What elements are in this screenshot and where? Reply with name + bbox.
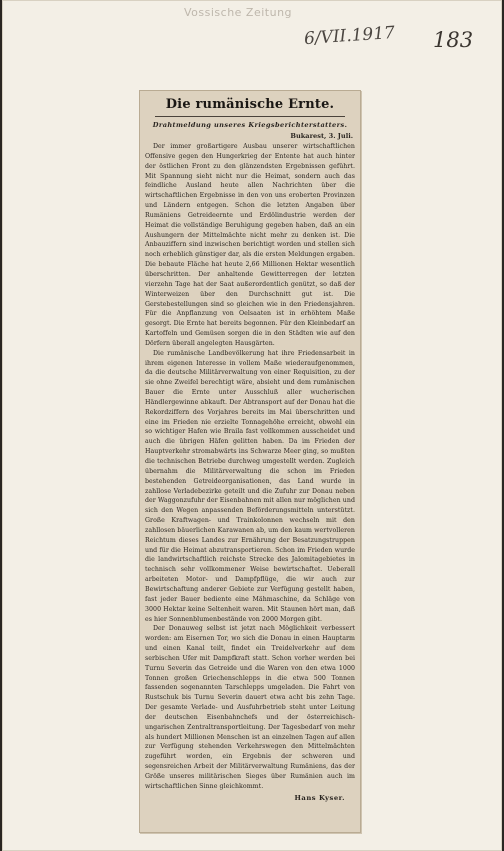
newspaper-source-stamp: Vossische Zeitung — [184, 6, 293, 19]
article-dateline: Bukarest, 3. Juli. — [290, 132, 353, 140]
article-paragraph: Die rumänische Landbevölkerung hat ihre Friedensarbeit in ihrem eigenen Interesse in vollem Maße wiederaufgenommen, da die deutsche Militärverwaltung von einer Requisition, zu der sie ohne Zweifel berechtigt wäre, absieht und dem rumänischen Bauer die Ernte unter Ausschluß aller wucherischen Händlergewinne abkauft. Der Abtransport auf der Donau hat die Rekordziffern des Vorjahres bereits im Mai überschritten und eine im Frieden nie erzielte Tonnagehöhe erreicht, obwohl ein so wichtiger Hafen wie Braila fast vollkommen ausscheidet und auch die übrigen Häfen gelitten haben. Da im Frieden der Hauptverkehr stromabwärts ins Schwarze Meer ging, so mußten die technischen Betriebe durchweg umgestellt werden. Zugleich übernahm die Militärverwaltung die schon im Frieden bestehenden Getreideorganisationen, das Land wurde in zahllose Verladebezirke geteilt und die Zufuhr zur Donau neben der Waggonzufuhr der Eisenbahnen mit allen nur möglichen und sich den Wegen anpassenden Beförderungsmitteln unterstützt. Große Kraftwagen- und Trainkolonnen wechseln mit den zahllosen bäuerlichen Karawanen ab, um den kaum wertvolleren Reichtum dieses Landes zur Ernährung der Besatzungstruppen und für die Heimat abzutransportieren. Schon im Frieden wurde die landwirtschaftlich reichste Strecke des Jalomitagebietes in technisch sehr vollkommener Weise bewirtschaftet. Ueberall arbeiteten Motor- und Dampfpflüge, die wir auch zur Bewirtschaftung anderer Gebiete zur Verfügung gestellt haben, fast jeder Bauer bediente eine Mähmaschine, da Schläge von 3000 Hektar keine Seltenheit waren. Mit Staunen hört man, daß es hier Sonnenblumenbestände von 2000 Morgen gibt. — [145, 349, 355, 623]
article-paragraph: Der Donauweg selbst ist jetzt nach Möglichkeit verbessert worden: am Eisernen Tor, wo sich die Donau in einen Hauptarm und einen Kanal teilt, findet ein Treidelverkehr auf dem serbischen Ufer mit Dampfkraft statt. Schon vorher werden bei Turnu Severin das Getreide und die Waren von den etwa 1000 Tonnen großen Griechenschlepps in die etwa 500 Tonnen fassenden sogenannten Tarschlepps umgeladen. Die Fahrt von Rustschuk bis Turnu Severin dauert etwa acht bis zehn Tage. Der gesamte Verlade- und Ausfuhrbetrieb steht unter Leitung der deutschen Eisenbahnchefs und der österreichisch-ungarischen Zentraltransportleitung. Der Tagesbedarf von mehr als hundert Millionen Menschen ist an einzelnen Tagen auf allen zur Verfügung stehenden Verkehrswegen den Mittelmächten zugeführt worden, ein Ergebnis der schweren und segensreichen Arbeit der Militärverwaltung Rumäniens, das der Größe unseres militärischen Sieges über Rumänien auch im wirtschaftlichen Sinne gleichkommt. — [145, 625, 355, 790]
archive-page — [2, 0, 502, 851]
article-body — [145, 142, 355, 792]
article-author: Hans Kyser. — [294, 793, 345, 802]
folio-number: 183 — [433, 28, 474, 52]
handwritten-date: 6/VII.1917 — [303, 22, 396, 50]
article-title: Die rumänische Ernte. — [165, 97, 335, 112]
title-divider — [155, 116, 345, 117]
article-subtitle: Drahtmeldung unseres Kriegsberichterstatters. — [152, 121, 348, 129]
article-paragraph: Der immer großartigere Ausbau unserer wirtschaftlichen Offensive gegen den Hungerkrieg der Entente hat auch hinter der östlichen Front zu den glänzendsten Ergebnissen geführt. Mit Spannung sieht nicht nur die Heimat, sondern auch das feindliche Ausland heute allen Nachrichten über die wirtschaftlichen Ergebnisse in den von uns eroberten Provinzen und Ländern entgegen. Schon die letzten Angaben über Rumäniens Getreideernte und Erdölindustrie werden der Heimat die vollständige Beruhigung gegeben haben, daß an ein Aushungern der Mittelmächte nicht mehr zu denken ist. Die Anbauziffern sind inzwischen berichtigt worden und stellen sich noch erheblich günstiger dar, als die ersten Meldungen ergaben. Die bebaute Fläche hat heute 2,66 Millionen Hektar wesentlich überschritten. Der anhaltende Gewitterregen der letzten vierzehn Tage hat der Saat außerordentlich genützt, so daß der Winterweizen über den Durchschnitt gut ist. Die Gerstebestellungen sind so gleichen wie in den Friedensjahren. Für die Anpflanzung von Oelsaaten ist in erhöhtem Maße gesorgt. Die Ernte hat bereits begonnen. Für den Kleinbedarf an Kartoffeln und Gemüsen sorgen die in den Städten wie auf den Dörfern überall angelegten Hausgärten. — [145, 143, 355, 347]
newspaper-clipping — [139, 90, 361, 833]
